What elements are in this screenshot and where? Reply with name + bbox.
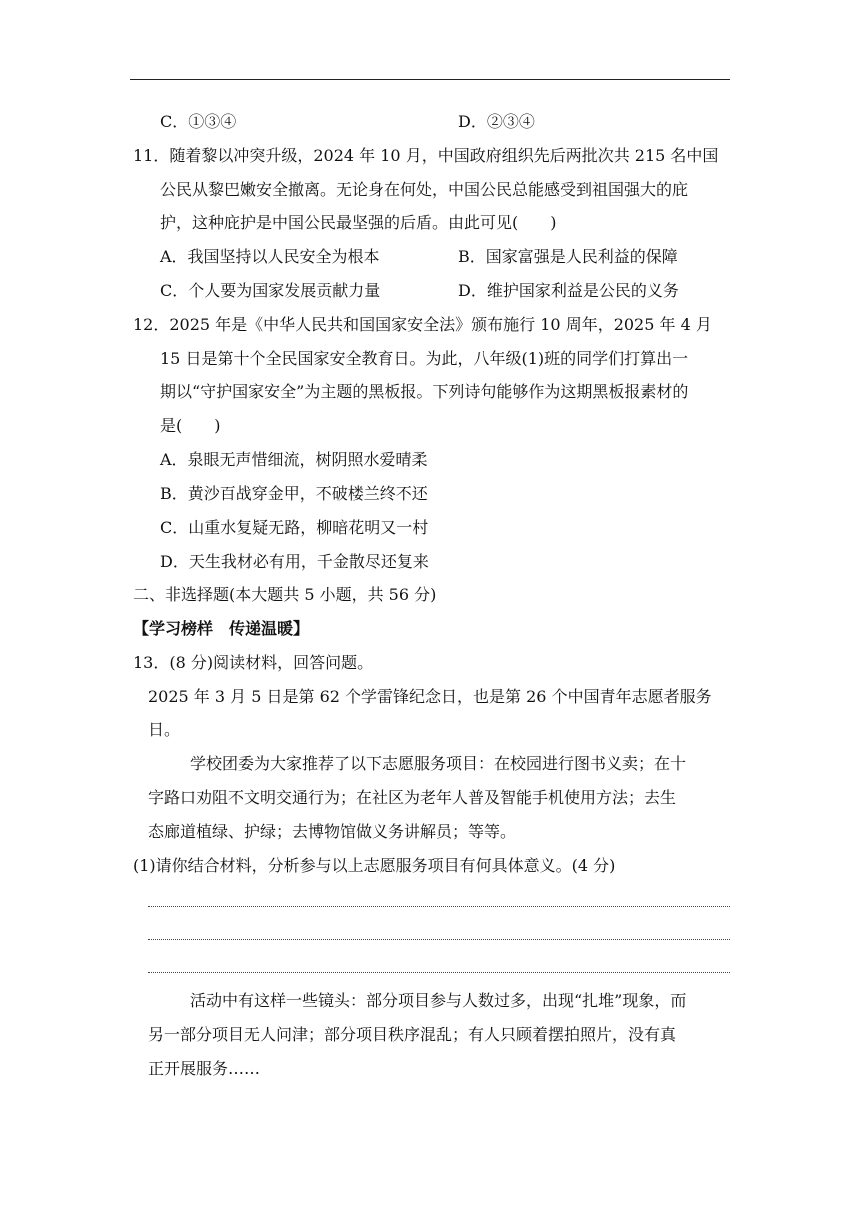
q12-option-b: B．黄沙百战穿金甲，不破楼兰终不还 — [160, 484, 428, 503]
q11-stem-line-3: 护，这种庇护是中国公民最坚强的后盾。由此可见( ) — [160, 213, 557, 232]
topic-heading: 【学习榜样 传递温暖】 — [133, 619, 310, 638]
q11-stem-line-2: 公民从黎巴嫩安全撤离。无论身在何处，中国公民总能感受到祖国强大的庇 — [160, 180, 689, 199]
q12-option-a: A．泉眼无声惜细流，树阴照水爱晴柔 — [160, 450, 428, 469]
q13-material-2-line-3: 态廊道植绿、护绿；去博物馆做义务讲解员；等等。 — [148, 822, 517, 841]
q11-option-b: B．国家富强是人民利益的保障 — [458, 247, 678, 266]
q13-material-3-line-2: 另一部分项目无人问津；部分项目秩序混乱；有人只顾着摆拍照片，没有真 — [148, 1025, 677, 1044]
q11-option-a: A．我国坚持以人民安全为根本 — [160, 247, 380, 266]
q12-option-c: C．山重水复疑无路，柳暗花明又一村 — [160, 518, 429, 537]
q11-stem-line-1: 11．随着黎以冲突升级，2024 年 10 月，中国政府组织先后两批次共 215 名中国 — [133, 146, 719, 165]
q13-material-1-line-1: 2025 年 3 月 5 日是第 62 个学雷锋纪念日，也是第 26 个中国青年志愿者服务 — [148, 687, 712, 706]
q13-material-2-line-1: 学校团委为大家推荐了以下志愿服务项目：在校园进行图书义卖；在十 — [190, 754, 687, 773]
q10-option-d: D．②③④ — [458, 112, 535, 131]
q12-option-d: D．天生我材必有用，千金散尽还复来 — [160, 552, 429, 571]
q13-intro: 13．(8 分)阅读材料，回答问题。 — [133, 653, 374, 672]
answer-line-1[interactable] — [148, 906, 730, 907]
q13-subquestion-1: (1)请你结合材料，分析参与以上志愿服务项目有何具体意义。(4 分) — [133, 856, 616, 875]
q12-stem-line-2: 15 日是第十个全民国家安全教育日。为此，八年级(1)班的同学们打算出一 — [160, 349, 689, 368]
section-2-heading: 二、非选择题(本大题共 5 小题，共 56 分) — [133, 585, 437, 604]
q12-stem-line-3: 期以“守护国家安全”为主题的黑板报。下列诗句能够作为这期黑板报素材的 — [160, 382, 689, 401]
q12-stem-line-1: 12．2025 年是《中华人民共和国国家安全法》颁布施行 10 周年，2025 年 4 月 — [133, 315, 712, 334]
q13-material-3-line-3: 正开展服务…… — [148, 1059, 261, 1078]
q10-option-c: C．①③④ — [160, 112, 237, 131]
q11-option-d: D．维护国家利益是公民的义务 — [458, 281, 679, 300]
answer-line-3[interactable] — [148, 972, 730, 973]
header-rule — [130, 79, 730, 80]
q12-stem-line-4: 是( ) — [160, 416, 221, 435]
q13-material-2-line-2: 字路口劝阻不文明交通行为；在社区为老年人普及智能手机使用方法；去生 — [148, 788, 677, 807]
q13-material-1-line-2: 日。 — [148, 720, 181, 739]
answer-line-2[interactable] — [148, 939, 730, 940]
q11-option-c: C．个人要为国家发展贡献力量 — [160, 281, 381, 300]
q13-material-3-line-1: 活动中有这样一些镜头：部分项目参与人数过多，出现“扎堆”现象，而 — [190, 991, 687, 1010]
